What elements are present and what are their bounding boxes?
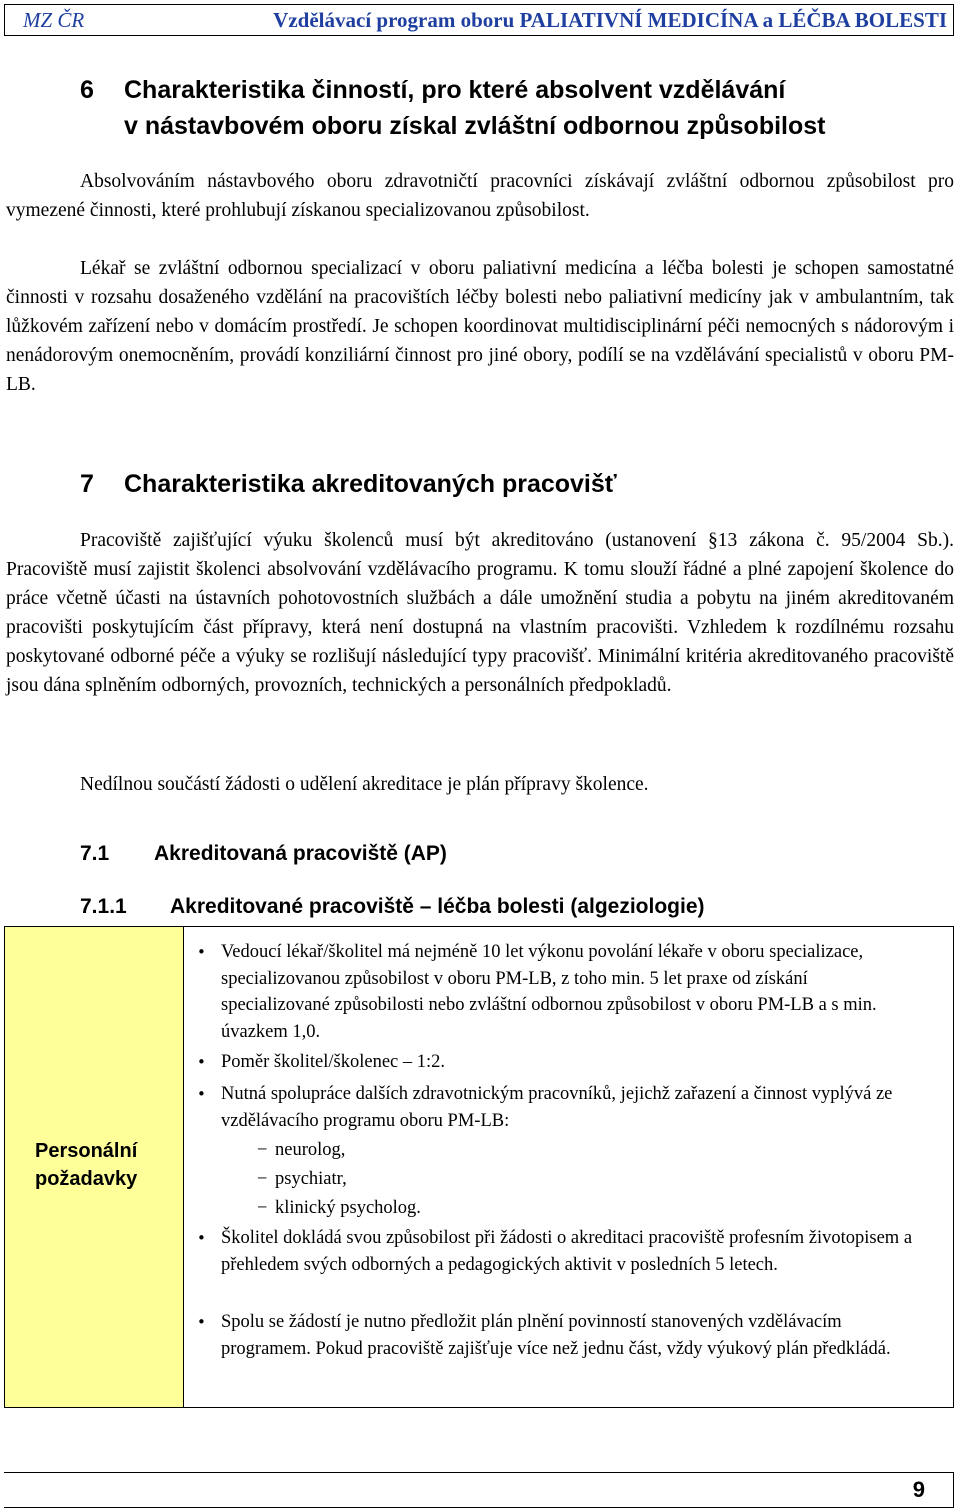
section-6-title-line1: Charakteristika činností, pro které absolvent vzdělávání [124,76,786,104]
requirement-item: • Poměr školitel/školenec – 1:2. [221,1049,921,1076]
section-7-number: 7 [80,470,94,498]
section-7-1-1-title: Akreditované pracoviště – léčba bolesti (algeziologie) [170,895,705,918]
section-7-heading [80,466,950,502]
section-7-1-number: 7.1 [80,842,110,865]
section-7-paragraph-2: Nedílnou součástí žádosti o udělení akreditace je plán přípravy školence. [80,774,649,795]
sub-item: − neurolog, [275,1137,345,1164]
page-number: 9 [912,1477,925,1502]
page-header [4,4,954,36]
requirements-table [4,926,954,1408]
section-6-number: 6 [80,76,94,104]
header-title: Vzdělávací program oboru PALIATIVNÍ MEDICÍNA a LÉČBA BOLESTI [273,8,947,32]
requirements-list [185,927,953,1407]
sub-item: − klinický psycholog. [275,1195,421,1222]
sub-item: − psychiatr, [275,1166,347,1193]
section-6-heading [80,72,950,144]
section-7-paragraph-1: Pracoviště zajišťující výuku školenců musí být akreditováno (ustanovení §13 zákona č. 95/2004 Sb.). Pracoviště musí zajistit školenci absolvování vzdělávacího programu. K tomu slouží řádné a plné zapojení školence do práce včetně účasti na ústavních pohotovostních službách a dále umožnění studia a pobytu na jiném akreditovaném pracovišti poskytujícím část přípravy, která není dostupná na vlastním pracovišti. Vzhledem k rozdílnému rozsahu poskytované odborné péče a výuky se rozlišují následující typy pracovišť. Minimální kritéria akreditovaného pracoviště jsou dána splněním odborných, provozních, technických a personálních předpokladů. [6,530,954,696]
personnel-requirements-cell [5,927,184,1407]
requirement-item: • Nutná spolupráce dalších zdravotnickým pracovníků, jejichž zařazení a činnost vyplývá ze vzdělávacího programu oboru PM-LB: [221,1081,921,1134]
personnel-requirements-label [35,1137,137,1193]
section-7-1-title: Akreditovaná pracoviště (AP) [154,842,447,865]
section-7-1-1-heading [80,895,705,919]
section-6-paragraph-2: Lékař se zvláštní odbornou specializací v oboru paliativní medicína a léčba bolesti je schopen samostatné činnosti v rozsahu dosaženého vzdělání na pracovištích léčby bolesti nebo paliativní medicíny jak v ambulantním, tak lůžkovém zařízení nebo v domácím prostředí. Je schopen koordinovat multidisciplinární péči nemocných s nádorovým i nenádorovým onemocněním, provádí konziliární činnost pro jiné obory, podílí se na vzdělávání specialistů v oboru PM-LB. [6,258,954,395]
label-line-2: požadavky [35,1168,138,1190]
section-7-title: Charakteristika akreditovaných pracovišť [124,470,617,498]
requirement-item: • Vedoucí lékař/školitel má nejméně 10 let výkonu povolání lékaře v oboru specializace, specializovanou způsobilost v oboru PM-LB, z toho min. 5 let praxe od získání specializované způsobilosti nebo zvláštní odbornou způsobilost v oboru PM-LB a s min. úvazkem 1,0. [221,939,921,1045]
requirement-item: • Spolu se žádostí je nutno předložit plán plnění povinností stanovených vzdělávacím programem. Pokud pracoviště zajišťuje více než jednu část, vždy výukový plán předkládá. [221,1309,921,1362]
requirement-item: • Školitel dokládá svou způsobilost při žádosti o akreditaci pracoviště profesním životopisem a přehledem svých odborných a pedagogických aktivit v posledních 5 letech. [221,1225,921,1278]
page-footer [4,1472,954,1508]
label-line-1: Personální [35,1140,138,1162]
section-7-1-1-number: 7.1.1 [80,895,127,918]
section-7-1-heading [80,842,447,866]
section-6-title-line2: v nástavbovém oboru získal zvláštní odbornou způsobilost [124,112,826,140]
section-6-paragraph-1: Absolvováním nástavbového oboru zdravotničtí pracovníci získávají zvláštní odbornou způsobilost pro vymezené činnosti, které prohlubují získanou specializovanou způsobilost. [6,171,954,221]
header-left: MZ ČR [23,8,85,32]
